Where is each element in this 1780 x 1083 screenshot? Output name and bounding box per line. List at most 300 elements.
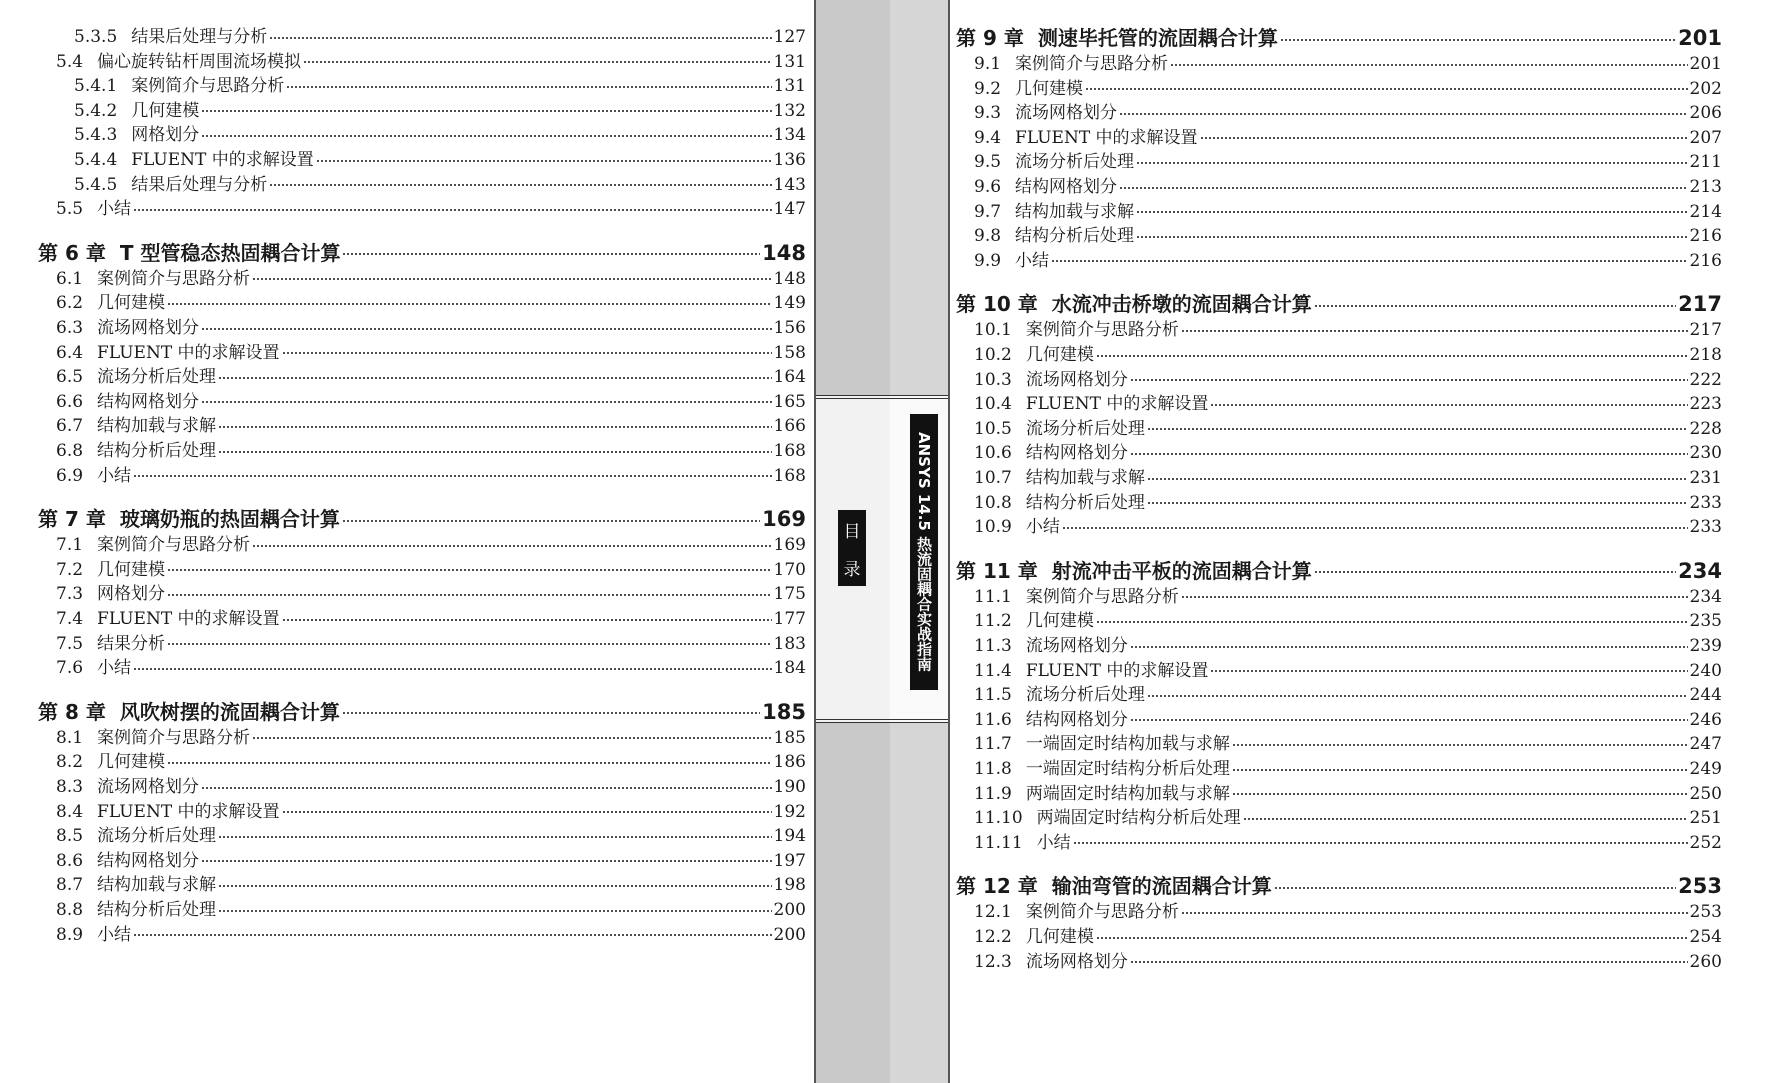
toc-section-entry[interactable]	[956, 172, 1722, 197]
toc-section-entry[interactable]	[38, 797, 806, 822]
toc-leader-dots	[282, 351, 772, 355]
toc-entry-title: 流场网格划分	[1025, 636, 1128, 656]
toc-entry-number: 5.4.5	[74, 174, 118, 195]
toc-page-number: 177	[773, 609, 806, 629]
toc-entry-title: 两端固定时结构加载与求解	[1025, 783, 1230, 804]
toc-entry-title: 结构网格划分	[97, 850, 200, 871]
toc-section-entry[interactable]	[38, 579, 806, 604]
toc-section-entry[interactable]	[956, 49, 1722, 74]
toc-leader-dots	[303, 60, 772, 64]
toc-section-entry[interactable]	[38, 747, 806, 772]
toc-page-number: 201	[1678, 26, 1722, 50]
toc-entry-number: 7.6	[56, 658, 84, 679]
toc-section-entry[interactable]	[956, 221, 1722, 246]
toc-entry-title: 几何建模	[1025, 345, 1094, 365]
toc-section-entry[interactable]	[38, 47, 806, 72]
toc-leader-dots	[1119, 112, 1688, 116]
toc-leader-dots	[1136, 235, 1688, 239]
toc-section-entry[interactable]	[38, 338, 806, 363]
toc-page-number: 170	[773, 559, 806, 580]
toc-leader-dots	[1096, 354, 1688, 358]
spine-mulu-char-1: 目	[843, 521, 861, 542]
toc-entry-number: 5.3.5	[74, 27, 118, 47]
toc-leader-dots	[1119, 186, 1688, 190]
toc-section-entry[interactable]	[38, 530, 806, 555]
toc-entry-number: 11.2	[974, 611, 1012, 632]
toc-leader-dots	[1210, 669, 1687, 673]
toc-page-number: 197	[773, 850, 806, 871]
toc-section-entry[interactable]	[38, 821, 806, 846]
toc-section-entry[interactable]	[38, 264, 806, 289]
toc-leader-dots	[167, 302, 772, 306]
toc-entry-title: FLUENT 中的求解设置	[131, 150, 314, 170]
toc-entry-title: 结果后处理与分析	[131, 27, 268, 47]
toc-entry-number: 9.7	[974, 201, 1002, 222]
toc-page-number: 190	[773, 777, 806, 797]
toc-entry-number: 11.4	[974, 660, 1012, 681]
toc-leader-dots	[133, 474, 772, 478]
toc-entry-title: T 型管稳态热固耦合计算	[119, 240, 341, 265]
toc-section-entry[interactable]	[956, 897, 1722, 922]
toc-entry-number: 6.3	[56, 318, 84, 338]
book-spine	[814, 0, 950, 1083]
toc-entry-number: 9.1	[974, 54, 1002, 74]
toc-leader-dots	[1181, 911, 1688, 915]
toc-entry-title: 测速毕托管的流固耦合计算	[1037, 26, 1278, 50]
toc-section-entry[interactable]	[956, 98, 1722, 123]
toc-page-number: 185	[762, 699, 806, 724]
toc-entry-title: 结构分析后处理	[97, 900, 217, 920]
toc-section-entry[interactable]	[956, 729, 1722, 754]
toc-page-number: 186	[773, 752, 806, 773]
toc-section-entry[interactable]	[956, 828, 1722, 853]
toc-page-number: 136	[773, 150, 806, 170]
toc-page-number: 194	[773, 826, 806, 847]
toc-entry-title: FLUENT 中的求解设置	[97, 801, 280, 822]
toc-page-number: 228	[1689, 418, 1722, 439]
toc-chapter-entry[interactable]	[956, 555, 1722, 584]
toc-section-entry[interactable]	[38, 653, 806, 678]
toc-entry-title: 输油弯管的流固耦合计算	[1051, 874, 1272, 899]
toc-leader-dots	[252, 277, 772, 281]
toc-entry-title: 几何建模	[97, 293, 166, 314]
toc-section-entry[interactable]	[38, 895, 806, 920]
toc-section-entry[interactable]	[38, 436, 806, 461]
toc-entry-number: 第 9 章	[956, 26, 1024, 50]
toc-leader-dots	[342, 252, 760, 256]
toc-page-number: 260	[1689, 951, 1722, 972]
toc-leader-dots	[1280, 38, 1676, 42]
toc-section-entry[interactable]	[956, 389, 1722, 414]
toc-entry-number: 第 8 章	[38, 699, 106, 724]
toc-leader-dots	[269, 183, 771, 187]
toc-section-entry[interactable]	[956, 147, 1722, 172]
toc-entry-title: 案例简介与思路分析	[97, 727, 251, 748]
toc-entry-title: 几何建模	[97, 559, 166, 580]
toc-entry-title: FLUENT 中的求解设置	[1025, 660, 1209, 681]
toc-leader-dots	[201, 109, 771, 113]
toc-entry-title: FLUENT 中的求解设置	[1025, 394, 1209, 415]
toc-page-number: 234	[1689, 586, 1722, 607]
toc-section-entry[interactable]	[956, 656, 1722, 681]
toc-entry-number: 11.1	[974, 586, 1012, 607]
toc-section-entry[interactable]	[956, 606, 1722, 631]
toc-leader-dots	[1170, 63, 1688, 67]
toc-section-entry[interactable]	[38, 846, 806, 871]
toc-entry-number: 8.5	[56, 826, 84, 847]
toc-entry-title: 结果后处理与分析	[131, 174, 268, 195]
toc-page-number: 148	[773, 268, 806, 289]
toc-leader-dots	[167, 642, 772, 646]
toc-entry-title: 几何建模	[131, 100, 200, 121]
toc-entry-number: 6.7	[56, 416, 84, 437]
toc-leader-dots	[342, 519, 760, 523]
toc-entry-number: 9.2	[974, 78, 1002, 99]
toc-entry-title: 案例简介与思路分析	[131, 76, 285, 97]
toc-entry-number: 9.9	[974, 250, 1002, 271]
toc-page-number: 252	[1689, 832, 1722, 853]
toc-leader-dots	[1314, 304, 1676, 308]
toc-entry-title: 流场分析后处理	[1015, 152, 1135, 173]
toc-entry-title: 小结	[1036, 832, 1071, 853]
toc-section-entry[interactable]	[956, 340, 1722, 365]
toc-page-number: 131	[773, 51, 806, 72]
toc-page-number: 254	[1689, 927, 1722, 947]
toc-entry-title: 射流冲击平板的流固耦合计算	[1051, 558, 1312, 583]
toc-leader-dots	[1232, 743, 1688, 747]
toc-section-entry[interactable]	[956, 947, 1722, 972]
toc-entry-title: FLUENT 中的求解设置	[97, 609, 280, 629]
toc-leader-dots	[218, 835, 772, 839]
toc-entry-title: 结构分析后处理	[1025, 492, 1145, 513]
toc-leader-dots	[201, 134, 771, 138]
toc-entry-title: FLUENT 中的求解设置	[1015, 127, 1198, 148]
toc-entry-title: 案例简介与思路分析	[1015, 54, 1169, 74]
toc-section-entry[interactable]	[38, 22, 806, 47]
toc-leader-dots	[167, 761, 772, 765]
toc-entry-title: 案例简介与思路分析	[1025, 320, 1179, 341]
toc-leader-dots	[1051, 259, 1688, 263]
toc-leader-dots	[1181, 595, 1688, 599]
toc-entry-number: 7.1	[56, 535, 84, 556]
toc-section-entry[interactable]	[38, 71, 806, 96]
toc-entry-title: 流场网格划分	[97, 318, 200, 338]
toc-leader-dots	[1274, 886, 1676, 890]
toc-section-entry[interactable]	[956, 488, 1722, 513]
toc-leader-dots	[1147, 427, 1688, 431]
toc-section-entry[interactable]	[38, 362, 806, 387]
toc-entry-title: 结构加载与求解	[97, 875, 217, 896]
toc-section-entry[interactable]	[956, 463, 1722, 488]
toc-leader-dots	[1210, 403, 1687, 407]
toc-section-entry[interactable]	[38, 145, 806, 170]
toc-entry-number: 11.8	[974, 759, 1012, 779]
toc-entry-title: 结构加载与求解	[1025, 468, 1145, 488]
toc-page-number: 183	[773, 633, 806, 654]
toc-leader-dots	[201, 327, 772, 331]
toc-entry-title: 案例简介与思路分析	[97, 535, 251, 556]
toc-leader-dots	[1147, 477, 1688, 481]
toc-page-number: 231	[1689, 468, 1722, 488]
toc-leader-dots	[201, 400, 772, 404]
toc-section-entry[interactable]	[38, 920, 806, 945]
toc-page-number: 200	[773, 900, 806, 920]
toc-section-entry[interactable]	[38, 194, 806, 219]
toc-section-entry[interactable]	[956, 512, 1722, 537]
toc-entry-number: 10.2	[974, 345, 1012, 365]
toc-section-entry[interactable]	[38, 870, 806, 895]
toc-entry-number: 10.1	[974, 320, 1012, 341]
toc-entry-number: 6.5	[56, 367, 84, 388]
toc-section-entry[interactable]	[956, 414, 1722, 439]
toc-entry-title: 小结	[1015, 250, 1050, 271]
toc-section-entry[interactable]	[956, 365, 1722, 390]
toc-section-entry[interactable]	[956, 803, 1722, 828]
toc-page-number: 230	[1689, 443, 1722, 464]
toc-page-number: 233	[1689, 492, 1722, 513]
toc-entry-title: 结构加载与求解	[97, 416, 217, 437]
toc-leader-dots	[1130, 645, 1688, 649]
toc-leader-dots	[1147, 501, 1688, 505]
toc-page-number: 164	[773, 367, 806, 388]
toc-leader-dots	[342, 711, 760, 715]
toc-section-entry[interactable]	[38, 170, 806, 195]
toc-section-entry[interactable]	[956, 197, 1722, 222]
spine-book-title: ANSYS 14.5 热流固耦合实战指南	[910, 414, 938, 690]
toc-leader-dots	[1085, 87, 1688, 91]
toc-entry-number: 9.5	[974, 152, 1002, 173]
toc-entry-number: 5.4	[56, 51, 84, 72]
toc-leader-dots	[1130, 960, 1688, 964]
toc-page-number: 200	[773, 924, 806, 945]
toc-entry-number: 10.7	[974, 468, 1012, 488]
toc-section-entry[interactable]	[38, 555, 806, 580]
toc-section-entry[interactable]	[956, 246, 1722, 271]
toc-section-entry[interactable]	[956, 74, 1722, 99]
toc-entry-title: 网格划分	[131, 125, 200, 146]
toc-leader-dots	[1200, 136, 1688, 140]
toc-leader-dots	[1232, 792, 1688, 796]
toc-chapter-entry[interactable]	[956, 288, 1722, 317]
toc-leader-dots	[1181, 329, 1688, 333]
toc-page-number: 247	[1689, 734, 1722, 755]
toc-entry-number: 12.1	[974, 902, 1012, 923]
toc-page-number: 156	[773, 318, 806, 338]
toc-entry-title: 几何建模	[1025, 611, 1094, 632]
toc-leader-dots	[133, 667, 772, 671]
toc-entry-title: 小结	[97, 465, 132, 486]
toc-chapter-entry[interactable]	[956, 22, 1722, 51]
toc-section-entry[interactable]	[38, 313, 806, 338]
toc-page-number: 148	[762, 240, 806, 265]
toc-section-entry[interactable]	[956, 438, 1722, 463]
toc-entry-title: 小结	[97, 658, 132, 679]
toc-section-entry[interactable]	[38, 411, 806, 436]
toc-leader-dots	[1130, 718, 1688, 722]
toc-leader-dots	[133, 933, 772, 937]
spine-mulu-char-2: 录	[843, 559, 861, 580]
toc-page-number: 175	[773, 584, 806, 605]
toc-entry-title: 几何建模	[1015, 78, 1084, 99]
toc-page-number: 253	[1689, 902, 1722, 923]
toc-chapter-entry[interactable]	[38, 503, 806, 532]
toc-entry-title: 流场网格划分	[1025, 369, 1128, 390]
toc-entry-number: 第 11 章	[956, 558, 1038, 583]
toc-section-entry[interactable]	[38, 288, 806, 313]
toc-page-number: 147	[773, 199, 806, 220]
toc-entry-number: 第 10 章	[956, 292, 1038, 317]
toc-chapter-entry[interactable]	[38, 237, 806, 266]
toc-entry-number: 9.6	[974, 177, 1002, 197]
toc-section-entry[interactable]	[956, 631, 1722, 656]
toc-page-number: 240	[1689, 660, 1722, 681]
toc-page-number: 222	[1689, 369, 1722, 390]
toc-leader-dots	[1096, 620, 1688, 624]
toc-leader-dots	[218, 884, 772, 888]
toc-entry-number: 10.4	[974, 394, 1012, 415]
toc-entry-number: 6.6	[56, 391, 84, 412]
toc-entry-number: 第 12 章	[956, 874, 1038, 899]
toc-section-entry[interactable]	[38, 96, 806, 121]
toc-leader-dots	[1147, 694, 1688, 698]
toc-entry-title: FLUENT 中的求解设置	[97, 342, 280, 363]
toc-leader-dots	[252, 736, 772, 740]
toc-page-number: 217	[1678, 292, 1722, 317]
toc-page-number: 253	[1678, 874, 1722, 899]
toc-leader-dots	[1073, 841, 1688, 845]
toc-entry-number: 9.4	[974, 127, 1002, 148]
toc-leader-dots	[218, 425, 772, 429]
toc-page-number: 250	[1689, 783, 1722, 804]
toc-entry-title: 结构网格划分	[1025, 443, 1128, 464]
toc-page-number: 184	[773, 658, 806, 679]
toc-leader-dots	[1136, 210, 1688, 214]
toc-section-entry[interactable]	[38, 387, 806, 412]
toc-section-entry[interactable]	[956, 754, 1722, 779]
toc-section-entry[interactable]	[38, 629, 806, 654]
toc-entry-title: 流场分析后处理	[1025, 685, 1145, 706]
toc-section-entry[interactable]	[38, 120, 806, 145]
toc-page-number: 198	[773, 875, 806, 896]
toc-entry-number: 5.4.1	[74, 76, 118, 97]
toc-page-number: 168	[773, 441, 806, 461]
toc-page-number: 239	[1689, 636, 1722, 656]
toc-page-number: 207	[1689, 127, 1722, 148]
toc-entry-number: 8.1	[56, 727, 84, 748]
toc-section-entry[interactable]	[956, 123, 1722, 148]
toc-page-number: 149	[773, 293, 806, 314]
toc-entry-number: 第 7 章	[38, 507, 106, 532]
toc-entry-number: 5.5	[56, 199, 84, 220]
toc-entry-number: 11.9	[974, 783, 1012, 804]
toc-leader-dots	[1130, 452, 1688, 456]
toc-entry-number: 7.4	[56, 609, 84, 629]
toc-leader-dots	[282, 810, 772, 814]
toc-section-entry[interactable]	[956, 922, 1722, 947]
toc-leader-dots	[1096, 936, 1688, 940]
toc-leader-dots	[1243, 817, 1688, 821]
toc-entry-number: 6.1	[56, 268, 84, 289]
toc-section-entry[interactable]	[956, 680, 1722, 705]
toc-entry-number: 5.4.3	[74, 125, 118, 146]
toc-page-number: 134	[773, 125, 806, 146]
toc-section-entry[interactable]	[38, 723, 806, 748]
toc-page-number: 131	[773, 76, 806, 97]
toc-entry-number: 6.9	[56, 465, 84, 486]
toc-leader-dots	[1232, 768, 1688, 772]
toc-entry-title: 案例简介与思路分析	[1025, 586, 1179, 607]
toc-page-number: 223	[1689, 394, 1722, 415]
toc-entry-number: 11.6	[974, 709, 1012, 730]
toc-page-number: 246	[1689, 709, 1722, 730]
toc-section-entry[interactable]	[956, 705, 1722, 730]
toc-section-entry[interactable]	[38, 461, 806, 486]
toc-leader-dots	[201, 859, 772, 863]
toc-chapter-entry[interactable]	[38, 696, 806, 725]
toc-page-number: 169	[762, 507, 806, 532]
toc-entry-number: 6.2	[56, 293, 84, 314]
toc-page-number: 216	[1689, 250, 1722, 271]
toc-section-entry[interactable]	[956, 582, 1722, 607]
toc-page-number: 217	[1689, 320, 1722, 341]
toc-section-entry[interactable]	[956, 779, 1722, 804]
toc-section-entry[interactable]	[38, 604, 806, 629]
toc-page-number: 251	[1689, 808, 1722, 829]
toc-page-number: 234	[1678, 558, 1722, 583]
toc-section-entry[interactable]	[956, 315, 1722, 340]
toc-page-number: 165	[773, 391, 806, 412]
spine-mulu-label	[838, 510, 866, 586]
toc-entry-number: 11.7	[974, 734, 1012, 755]
toc-leader-dots	[218, 450, 772, 454]
toc-entry-number: 8.4	[56, 801, 84, 822]
toc-entry-number: 8.8	[56, 900, 84, 920]
toc-page-number: 143	[773, 174, 806, 195]
toc-leader-dots	[133, 208, 772, 212]
toc-page-number: 213	[1689, 177, 1722, 197]
toc-entry-number: 11.5	[974, 685, 1012, 706]
toc-entry-title: 流场网格划分	[1025, 951, 1128, 972]
toc-leader-dots	[269, 36, 771, 40]
toc-page-number: 249	[1689, 759, 1722, 779]
toc-entry-title: 几何建模	[1025, 927, 1094, 947]
toc-entry-title: 几何建模	[97, 752, 166, 773]
toc-entry-number: 6.8	[56, 441, 84, 461]
toc-entry-number: 8.7	[56, 875, 84, 896]
toc-leader-dots	[218, 909, 772, 913]
toc-entry-title: 结构分析后处理	[97, 441, 217, 461]
toc-leader-dots	[1130, 378, 1688, 382]
toc-leader-dots	[316, 159, 772, 163]
toc-entry-title: 网格划分	[97, 584, 166, 605]
toc-leader-dots	[218, 376, 772, 380]
toc-entry-title: 结构加载与求解	[1015, 201, 1135, 222]
toc-page-number: 214	[1689, 201, 1722, 222]
toc-entry-title: 玻璃奶瓶的热固耦合计算	[119, 507, 340, 532]
toc-section-entry[interactable]	[38, 772, 806, 797]
toc-entry-title: 结构网格划分	[97, 391, 200, 412]
toc-entry-title: 结构网格划分	[1025, 709, 1128, 730]
toc-page-number: 211	[1689, 152, 1722, 173]
toc-leader-dots	[1136, 161, 1688, 165]
toc-entry-number: 9.8	[974, 226, 1002, 247]
toc-entry-title: 结构分析后处理	[1015, 226, 1135, 247]
toc-chapter-entry[interactable]	[956, 870, 1722, 899]
toc-page-number: 233	[1689, 517, 1722, 538]
toc-page-number: 202	[1689, 78, 1722, 99]
toc-entry-number: 7.5	[56, 633, 84, 654]
toc-leader-dots	[286, 85, 771, 89]
